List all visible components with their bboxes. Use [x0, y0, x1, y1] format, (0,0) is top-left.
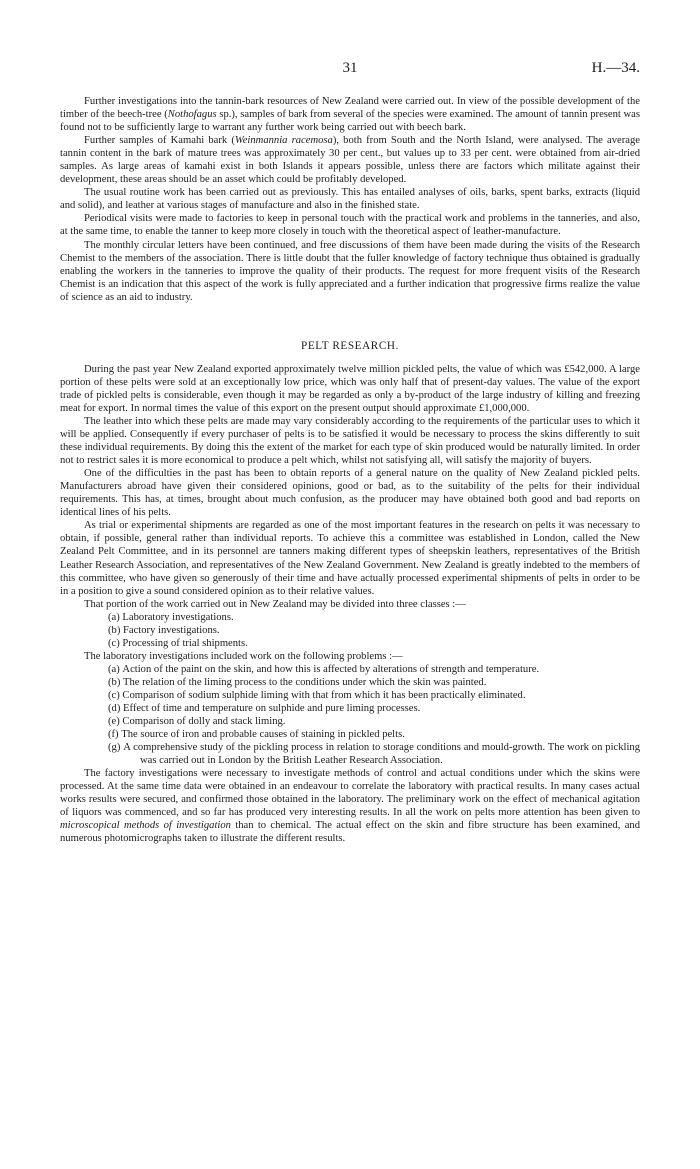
document-reference: H.—34.: [591, 60, 640, 76]
paragraph-pelt-committee: As trial or experimental shipments are regarded as one of the most important features in the research on pelts it was necessary to obtain, if possible, general rather than individual reports. To achieve this a committee was established in London, called the New Zealand Pelt Committee, and in its personnel are tanners making different types of sheepskin leathers, representatives of the British Leather Research Association, and representatives of the New Zealand Government. New Zealand is greatly indebted to the members of this committee, who have given so generously of their time and have actually processed experimental shipments of pelts in order to be in a position to give a sound considered opinion as to their relative values.: [60, 520, 640, 597]
document-body: [60, 95, 640, 846]
list-item: (b) The relation of the liming process to the conditions under which the skin was painted.: [108, 676, 487, 688]
page-number: 31: [342, 60, 358, 76]
paragraph-factory-visits: Periodical visits were made to factories to keep in personal touch with the practical work and problems in the tanneries, and also, at the same time, to enable the tanner to keep more closely in touch with the theoretical aspect of leather-manufacture.: [60, 213, 640, 238]
species-name: Nothofagus: [167, 109, 217, 121]
problems-intro: The laboratory investigations included work on the following problems :—: [84, 650, 403, 662]
list-item: (f) The source of iron and probable causes of staining in pickled pelts.: [108, 729, 405, 741]
list-item: (a) Laboratory investigations.: [108, 611, 234, 623]
list-item: (e) Comparison of dolly and stack liming.: [108, 716, 286, 728]
list-item: (g) A comprehensive study of the pickling process in relation to storage conditions and mould-growth. The work on pickling was carried out in London by the British Leather Research Association.: [108, 742, 640, 767]
paragraph-leather-requirements: The leather into which these pelts are made may vary considerably according to the requirements of the particular uses to which it will be applied. Consequently if every purchaser of pelts is to be satisfied it would be necessary to process the skins differently to suit these individual requirements. By doing this the extent of the market for each type of skin produced would be naturally limited. In order not to restrict sales it is more economical to produce a pelt which, whilst not satisfying all, will satisfy the majority of buyers.: [60, 415, 640, 467]
list-item: (d) Effect of time and temperature on sulphide and pure liming processes.: [108, 703, 421, 715]
paragraph-pelt-exports: During the past year New Zealand exported approximately twelve million pickled pelts, the value of which was £542,000. A large portion of these pelts were sold at an exceptionally low price, which was only half that of present-day values. The value of the export trade of pickled pelts is considerable, even though it may be regarded as only a by-product of the large industry of killing and freezing meat for export. In normal times the value of this export on the present output should approximate £1,000,000.: [60, 363, 640, 414]
paragraph-factory-investigations: The factory investigations were necessary to investigate methods of control and actual conditions under which the skins were processed. At the same time data were obtained in an endeavour to correlate the laboratory with practical results. In many cases actual works results were secured, and confirmed those obtained in the laboratory. The preliminary work on the effect of mechanical agitation of liquors was commenced, and so far has produced very interesting results. In all the work on pelts more attention has been given to microscopical methods of investigation than to chemical. The actual effect on the skin and fibre structure has been examined, and numerous photomicrographs taken to illustrate the different results.: [60, 768, 640, 845]
paragraph-routine-work: The usual routine work has been carried out as previously. This has entailed analyses of oils, barks, spent barks, extracts (liquid and solid), and leather at various stages of manufacture and also in the finished state.: [60, 187, 640, 212]
problems-list: [60, 663, 640, 767]
species-name: Weinmannia racemosa: [234, 135, 333, 147]
page-header: [60, 62, 640, 82]
paragraph-beech-bark: Further investigations into the tannin-bark resources of New Zealand were carried out. In view of the possible development of the timber of the beech-tree (Nothofagus sp.), samples of bark from several of the species were examined. The amount of tannin present was found not to be sufficiently large to warrant any further work being carried out with beech bark.: [60, 96, 640, 134]
section-title: PELT RESEARCH.: [301, 339, 399, 352]
paragraph-report-difficulties: One of the difficulties in the past has been to obtain reports of a general nature on the quality of New Zealand pickled pelts. Manufacturers abroad have given their considered opinions, good or bad, as to the suitability of the pelts for their individual requirements. This has, at times, brought about much confusion, as the producer may have obtained both good and bad reports on identical lines of his pelts.: [60, 468, 640, 519]
list-item: (a) Action of the paint on the skin, and how this is affected by alterations of strength and temperature.: [108, 663, 540, 675]
paragraph-circular-letters: The monthly circular letters have been continued, and free discussions of them have been made during the visits of the Research Chemist to the members of the association. There is little doubt that the fuller knowledge of factory technique thus obtained is gradually enabling the workers in the tanneries to improve the quality of their products. The request for more frequent visits of the Research Chemist is an indication that this aspect of the work is fully appreciated and a further indication that progressive firms realize the value of science as an aid to industry.: [60, 239, 640, 303]
list-item: (b) Factory investigations.: [108, 624, 220, 636]
classes-intro: That portion of the work carried out in New Zealand may be divided into three classes :—: [84, 598, 466, 610]
classes-list: [60, 611, 640, 650]
emphasis-text: microscopical methods of investigation: [60, 820, 231, 832]
list-item: (c) Processing of trial shipments.: [108, 637, 248, 649]
paragraph-kamahi-bark: Further samples of Kamahi bark (Weinmannia racemosa), both from South and the North Island, were analysed. The average tannin content in the bark of mature trees was approximately 30 per cent., but values up to 33 per cent. were obtained from air-dried samples. As large areas of kamahi exist in both Islands it appears possible, unless there are factors which militate against their development, these areas should be an asset which could be profitably developed.: [60, 135, 640, 186]
list-item: (c) Comparison of sodium sulphide liming with that from which it has been practically eliminated.: [108, 689, 526, 701]
